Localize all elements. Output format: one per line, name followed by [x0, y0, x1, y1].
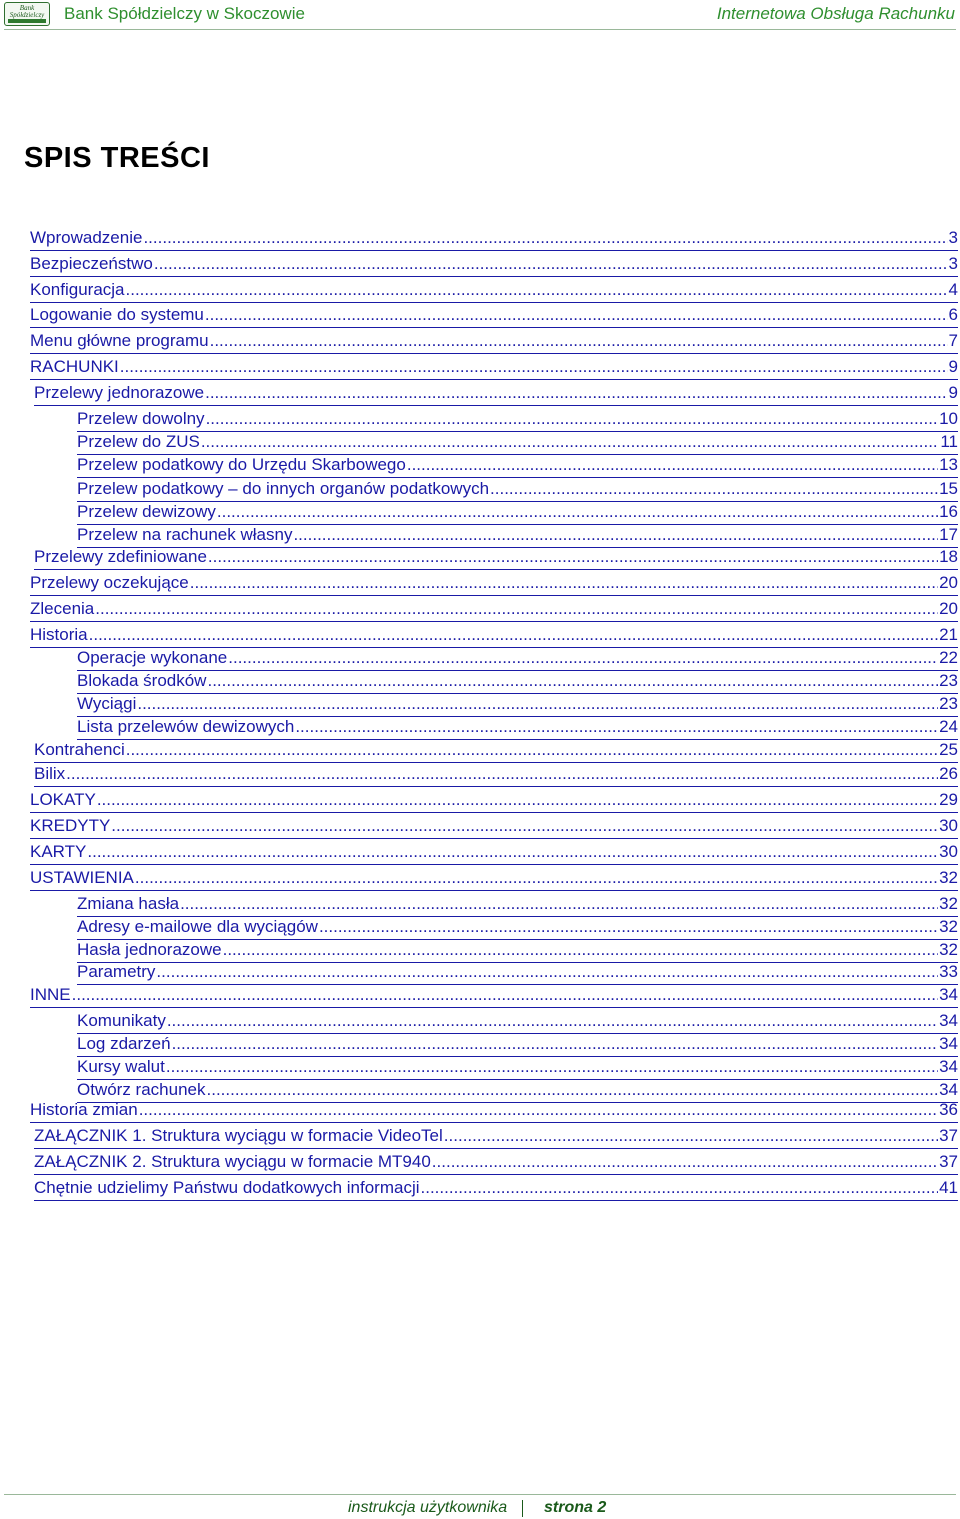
page-title: SPIS TREŚCI — [24, 142, 210, 174]
toc-entry-label: Zmiana hasła — [77, 894, 180, 913]
toc-entry-page: 32 — [939, 894, 958, 913]
toc-entry[interactable] — [34, 764, 958, 787]
toc-entry-page: 29 — [939, 790, 958, 809]
toc-entry-label: Adresy e-mailowe dla wyciągów — [77, 917, 318, 936]
toc-dot-leader — [126, 280, 948, 300]
toc-dot-leader — [95, 599, 938, 619]
toc-dot-leader — [72, 985, 938, 1005]
logo-text-line-2: Spółdzielczy — [9, 11, 45, 19]
toc-dot-leader — [135, 868, 938, 888]
logo-text-line-1: Bank — [19, 4, 35, 12]
toc-entry[interactable] — [77, 455, 958, 478]
toc-entry-label: KARTY — [30, 842, 87, 861]
toc-entry-label: USTAWIENIA — [30, 868, 134, 887]
toc-entry-page: 20 — [939, 573, 958, 592]
bank-name: Bank Spółdzielczy w Skoczowie — [64, 4, 305, 23]
toc-entry[interactable] — [77, 894, 958, 917]
toc-entry[interactable] — [34, 1178, 958, 1201]
toc-dot-leader — [293, 525, 938, 545]
toc-dot-leader — [444, 1126, 938, 1146]
toc-dot-leader — [223, 940, 938, 960]
toc-dot-leader — [407, 455, 938, 475]
toc-dot-leader — [421, 1178, 939, 1198]
toc-entry-page: 34 — [939, 985, 958, 1004]
toc-entry-label: Otwórz rachunek — [77, 1080, 206, 1099]
toc-dot-leader — [205, 305, 948, 325]
toc-entry-page: 13 — [939, 455, 958, 474]
toc-dot-leader — [139, 1100, 938, 1120]
toc-entry[interactable] — [30, 816, 958, 839]
toc-entry-page: 18 — [939, 547, 958, 566]
toc-entry-page: 36 — [939, 1100, 958, 1119]
toc-dot-leader — [210, 331, 948, 351]
toc-dot-leader — [166, 1057, 938, 1077]
toc-dot-leader — [490, 479, 938, 499]
toc-entry[interactable] — [30, 790, 958, 813]
footer-divider — [4, 1494, 956, 1495]
toc-dot-leader — [206, 409, 939, 429]
toc-dot-leader — [143, 228, 947, 248]
toc-dot-leader — [295, 717, 938, 737]
toc-entry-label: Komunikaty — [77, 1011, 166, 1030]
toc-entry-label: Wyciągi — [77, 694, 137, 713]
toc-entry-label: Bezpieczeństwo — [30, 254, 153, 273]
toc-entry[interactable] — [30, 280, 958, 303]
toc-dot-leader — [172, 1034, 939, 1054]
toc-entry[interactable] — [77, 1011, 958, 1034]
toc-entry-page: 23 — [939, 694, 958, 713]
toc-dot-leader — [207, 671, 938, 691]
toc-entry-label: Blokada środków — [77, 671, 207, 690]
toc-entry[interactable] — [77, 917, 958, 940]
toc-entry-page: 3 — [948, 228, 958, 247]
toc-dot-leader — [180, 894, 938, 914]
toc-dot-leader — [167, 1011, 938, 1031]
toc-entry[interactable] — [30, 625, 958, 648]
toc-entry[interactable] — [77, 940, 958, 963]
toc-entry[interactable] — [77, 479, 958, 502]
toc-entry-label: Kursy walut — [77, 1057, 165, 1076]
toc-entry[interactable] — [30, 573, 958, 596]
toc-entry-page: 23 — [939, 671, 958, 690]
toc-entry-page: 10 — [939, 409, 958, 428]
toc-entry-label: Historia zmian — [30, 1100, 138, 1119]
toc-entry[interactable] — [77, 1034, 958, 1057]
toc-entry[interactable] — [77, 432, 958, 455]
toc-entry-label: RACHUNKI — [30, 357, 119, 376]
toc-entry-page: 32 — [939, 940, 958, 959]
toc-dot-leader — [156, 962, 938, 982]
toc-entry[interactable] — [77, 962, 958, 985]
toc-dot-leader — [228, 648, 938, 668]
toc-entry-page: 21 — [939, 625, 958, 644]
toc-entry-page: 26 — [939, 764, 958, 783]
toc-entry[interactable] — [30, 357, 958, 380]
footer-page-number: strona 2 — [544, 1499, 607, 1516]
toc-entry-label: Bilix — [34, 764, 66, 783]
toc-entry[interactable] — [34, 740, 958, 763]
toc-dot-leader — [432, 1152, 938, 1172]
toc-entry[interactable] — [30, 985, 958, 1008]
toc-entry-page: 9 — [948, 383, 958, 402]
toc-dot-leader — [111, 816, 938, 836]
toc-entry-page: 22 — [939, 648, 958, 667]
toc-entry-page: 34 — [939, 1011, 958, 1030]
toc-entry-page: 30 — [939, 816, 958, 835]
toc-entry-label: LOKATY — [30, 790, 96, 809]
toc-dot-leader — [208, 547, 938, 567]
toc-entry-page: 4 — [948, 280, 958, 299]
toc-entry-label: ZAŁĄCZNIK 1. Struktura wyciągu w formacie VideoTel — [34, 1126, 443, 1145]
toc-entry[interactable] — [34, 383, 958, 406]
toc-entry-label: Historia — [30, 625, 88, 644]
toc-entry-label: Przelewy jednorazowe — [34, 383, 205, 402]
toc-entry[interactable] — [77, 1057, 958, 1080]
toc-entry[interactable] — [30, 254, 958, 277]
toc-entry[interactable] — [77, 648, 958, 671]
bank-logo — [4, 2, 50, 26]
toc-entry-page: 3 — [948, 254, 958, 273]
toc-entry[interactable] — [30, 868, 958, 891]
toc-entry-label: INNE — [30, 985, 71, 1004]
toc-entry[interactable] — [77, 409, 958, 432]
toc-entry-page: 20 — [939, 599, 958, 618]
toc-entry[interactable] — [30, 842, 958, 865]
toc-dot-leader — [126, 740, 938, 760]
toc-entry-page: 15 — [939, 479, 958, 498]
header-divider — [4, 29, 956, 30]
toc-entry-page: 37 — [939, 1152, 958, 1171]
toc-entry[interactable] — [34, 1126, 958, 1149]
footer-separator — [522, 1500, 523, 1517]
toc-entry[interactable] — [30, 305, 958, 328]
toc-entry[interactable] — [30, 599, 958, 622]
toc-entry-page: 6 — [948, 305, 958, 324]
toc-dot-leader — [154, 254, 948, 274]
toc-entry-label: Przelew dowolny — [77, 409, 205, 428]
toc-entry-page: 34 — [939, 1080, 958, 1099]
toc-dot-leader — [201, 432, 940, 452]
toc-dot-leader — [205, 383, 947, 403]
toc-entry-label: Zlecenia — [30, 599, 95, 618]
toc-entry-label: KREDYTY — [30, 816, 111, 835]
toc-dot-leader — [89, 625, 938, 645]
toc-entry-page: 17 — [939, 525, 958, 544]
toc-entry-page: 7 — [948, 331, 958, 350]
toc-dot-leader — [97, 790, 938, 810]
toc-entry-label: Menu główne programu — [30, 331, 209, 350]
toc-entry-label: Przelew do ZUS — [77, 432, 200, 451]
page-footer — [0, 1499, 960, 1519]
toc-entry-label: Przelew na rachunek własny — [77, 525, 293, 544]
toc-dot-leader — [207, 1080, 939, 1100]
logo-strip — [8, 19, 46, 23]
toc-entry[interactable] — [77, 525, 958, 548]
toc-entry-label: Operacje wykonane — [77, 648, 228, 667]
toc-entry[interactable] — [77, 502, 958, 525]
toc-entry[interactable] — [77, 694, 958, 717]
toc-entry[interactable] — [30, 331, 958, 354]
toc-entry[interactable] — [77, 717, 958, 740]
toc-entry-label: Hasła jednorazowe — [77, 940, 222, 959]
toc-dot-leader — [217, 502, 938, 522]
toc-entry-page: 24 — [939, 717, 958, 736]
toc-entry[interactable] — [30, 228, 958, 251]
toc-entry-page: 33 — [939, 962, 958, 981]
toc-entry-label: Lista przelewów dewizowych — [77, 717, 295, 736]
toc-dot-leader — [66, 764, 938, 784]
toc-entry-label: Przelew podatkowy do Urzędu Skarbowego — [77, 455, 406, 474]
toc-dot-leader — [120, 357, 948, 377]
toc-entry-label: Kontrahenci — [34, 740, 125, 759]
page-header — [0, 0, 960, 30]
toc-entry-page: 30 — [939, 842, 958, 861]
toc-entry-label: Log zdarzeń — [77, 1034, 171, 1053]
toc-entry-label: Przelewy oczekujące — [30, 573, 189, 592]
toc-entry-label: Przelew dewizowy — [77, 502, 216, 521]
toc-entry-page: 25 — [939, 740, 958, 759]
toc-entry-label: Logowanie do systemu — [30, 305, 204, 324]
toc-entry[interactable] — [34, 547, 958, 570]
toc-entry-label: Przelew podatkowy – do innych organów podatkowych — [77, 479, 490, 498]
toc-entry-page: 37 — [939, 1126, 958, 1145]
toc-entry-page: 32 — [939, 868, 958, 887]
footer-manual-label: instrukcja użytkownika — [348, 1499, 508, 1516]
toc-entry-page: 41 — [939, 1178, 958, 1197]
toc-entry-page: 11 — [940, 432, 958, 451]
toc-entry-label: Chętnie udzielimy Państwu dodatkowych informacji — [34, 1178, 420, 1197]
toc-entry[interactable] — [30, 1100, 958, 1123]
toc-entry-page: 32 — [939, 917, 958, 936]
toc-dot-leader — [190, 573, 938, 593]
app-name: Internetowa Obsługa Rachunku — [716, 4, 955, 23]
toc-entry-page: 34 — [939, 1057, 958, 1076]
toc-entry-page: 9 — [948, 357, 958, 376]
toc-dot-leader — [319, 917, 938, 937]
toc-dot-leader — [137, 694, 938, 714]
toc-dot-leader — [87, 842, 938, 862]
toc-entry[interactable] — [77, 671, 958, 694]
toc-entry-label: Wprowadzenie — [30, 228, 143, 247]
toc-entry[interactable] — [34, 1152, 958, 1175]
toc-entry-page: 16 — [939, 502, 958, 521]
toc-entry-label: Przelewy zdefiniowane — [34, 547, 207, 566]
toc-entry-label: Konfiguracja — [30, 280, 125, 299]
toc-entry-page: 34 — [939, 1034, 958, 1053]
toc-entry-label: ZAŁĄCZNIK 2. Struktura wyciągu w formacie MT940 — [34, 1152, 431, 1171]
toc-entry-label: Parametry — [77, 962, 156, 981]
